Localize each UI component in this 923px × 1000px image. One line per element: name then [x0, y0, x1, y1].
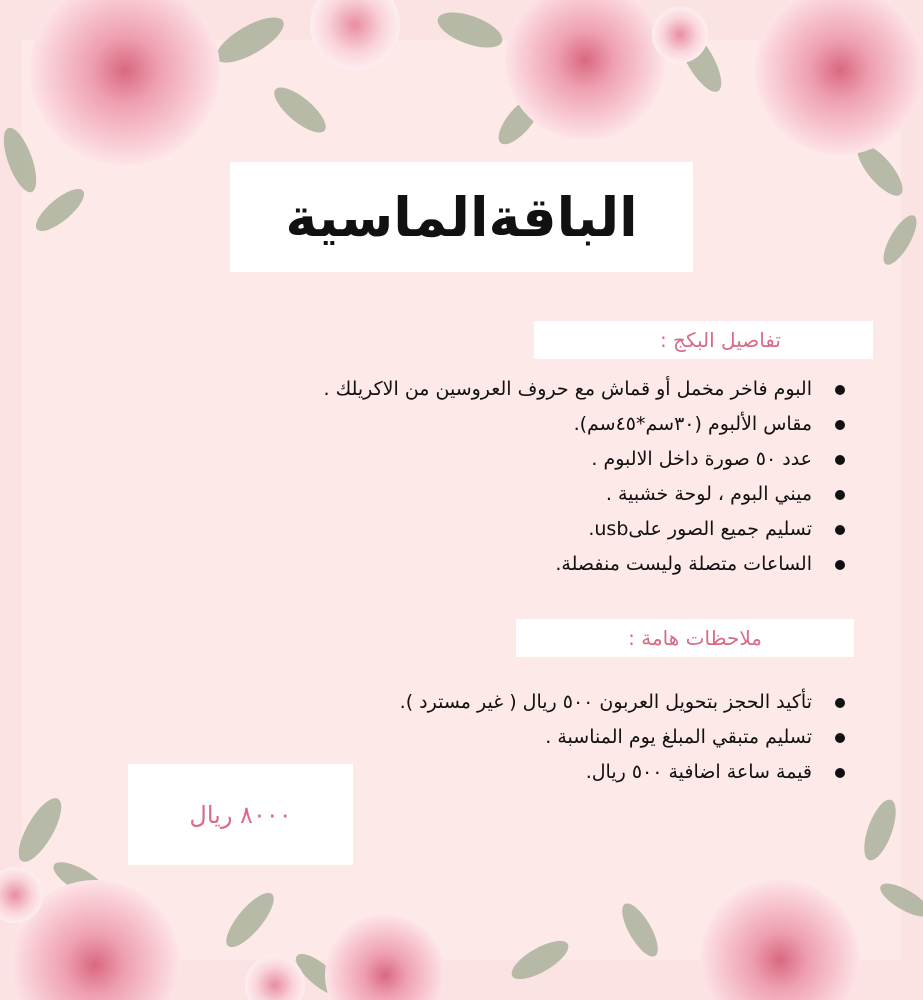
- price-text: ٨٠٠٠ ريال: [189, 800, 292, 829]
- list-item: مقاس الألبوم (٣٠سم*٤٥سم).: [323, 407, 845, 442]
- list-item: البوم فاخر مخمل أو قماش مع حروف العروسين من الاكريلك .: [323, 372, 845, 407]
- title-box: [230, 162, 693, 272]
- details-label: تفاصيل البكج :: [659, 328, 781, 352]
- list-item: تسليم متبقي المبلغ يوم المناسبة .: [400, 720, 845, 755]
- notes-label: ملاحظات هامة :: [628, 626, 762, 650]
- details-label-box: [534, 321, 873, 359]
- notes-list: [400, 685, 845, 790]
- notes-label-box: [516, 619, 854, 657]
- list-item: تسليم جميع الصور علىusb.: [323, 512, 845, 547]
- package-title: الباقةالماسية: [285, 185, 638, 249]
- list-item: عدد ٥٠ صورة داخل الالبوم .: [323, 442, 845, 477]
- list-item: الساعات متصلة وليست منفصلة.: [323, 547, 845, 582]
- details-list: [323, 372, 845, 582]
- list-item: ميني البوم ، لوحة خشبية .: [323, 477, 845, 512]
- price-box: [128, 764, 353, 865]
- list-item: تأكيد الحجز بتحويل العربون ٥٠٠ ريال ( غير مسترد ).: [400, 685, 845, 720]
- list-item: قيمة ساعة اضافية ٥٠٠ ريال.: [400, 755, 845, 790]
